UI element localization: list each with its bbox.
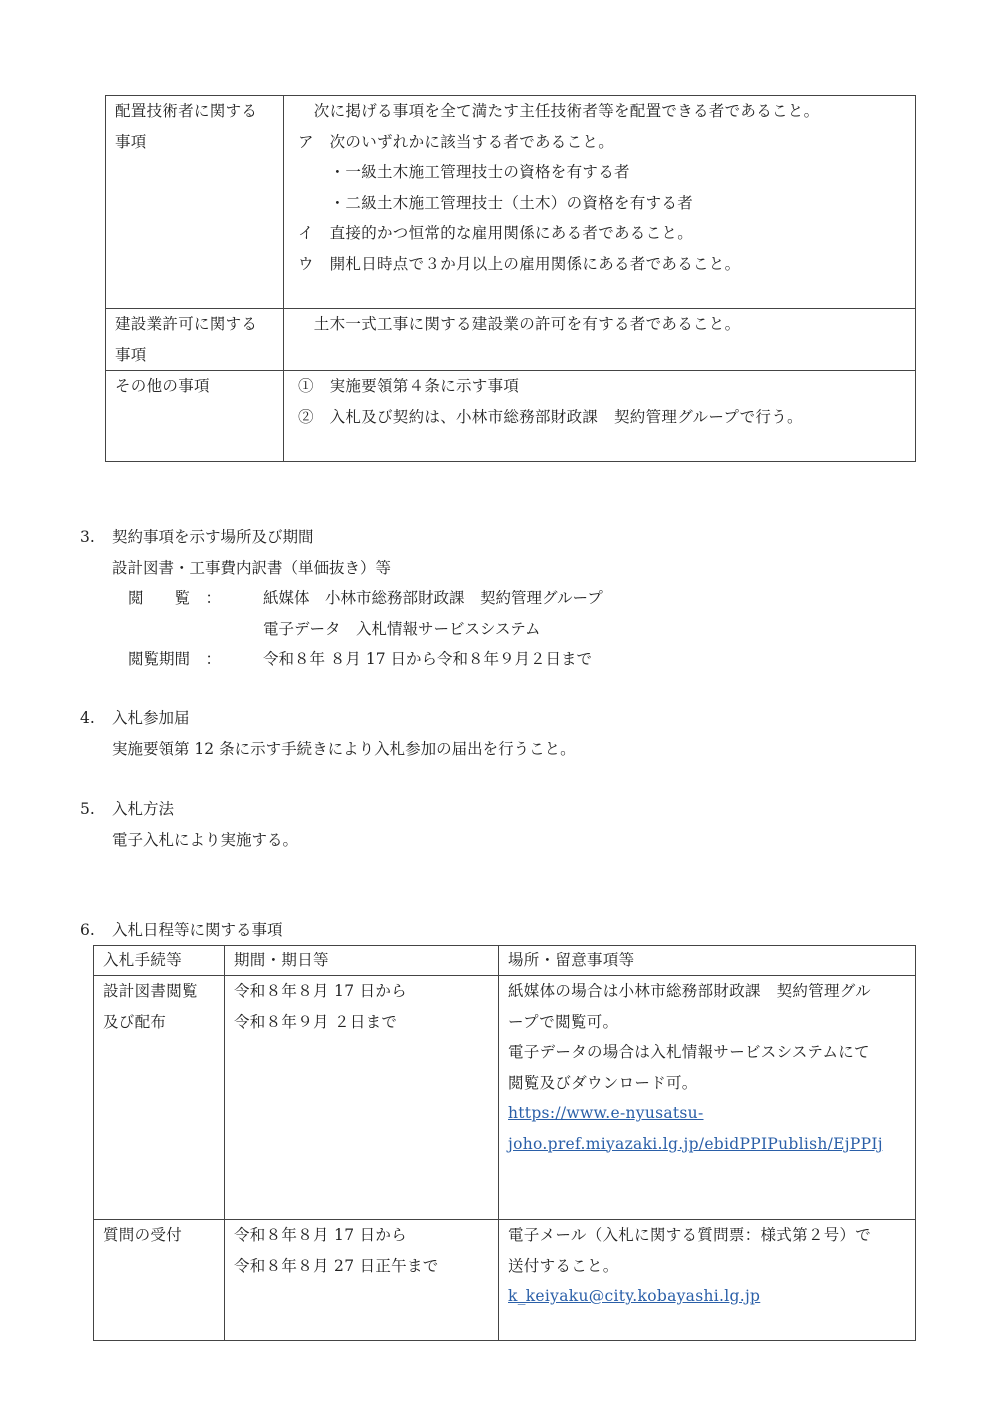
column-header: 期間・期日等 bbox=[225, 946, 499, 976]
url-link[interactable]: https://www.e-nyusatsu- bbox=[508, 1104, 704, 1122]
section-subtitle: 設計図書・工事費内訳書（単価抜き）等 bbox=[112, 558, 392, 577]
section-body: 実施要領第 12 条に示す手続きにより入札参加の届出を行うこと。 bbox=[112, 739, 576, 758]
section-number: 4. bbox=[80, 709, 95, 727]
notes-cell: 電子メール（入札に関する質問票：様式第２号）で 送付すること。 k_keiyaku@city.kobayashi.lg.jp bbox=[499, 1220, 916, 1341]
column-header: 場所・留意事項等 bbox=[499, 946, 916, 976]
table-row bbox=[106, 371, 916, 462]
url-link[interactable]: joho.pref.miyazaki.lg.jp/ebidPPIPublish/EjPPIj bbox=[508, 1134, 883, 1153]
period-cell: 令和８年８月 17 日から 令和８年９月 ２日まで bbox=[225, 976, 499, 1220]
section-4 bbox=[80, 703, 940, 764]
table-row bbox=[94, 976, 916, 1220]
requirements-table bbox=[105, 95, 916, 462]
view-line-1: 紙媒体 小林市総務部財政課 契約管理グループ bbox=[263, 589, 603, 607]
email-link[interactable]: k_keiyaku@city.kobayashi.lg.jp bbox=[508, 1287, 761, 1305]
view-label: 閲 覧 ： bbox=[128, 589, 222, 607]
section-5 bbox=[80, 794, 940, 855]
section-number: 5. bbox=[80, 800, 95, 818]
section-3 bbox=[80, 522, 940, 675]
table-row bbox=[106, 96, 916, 309]
table-row bbox=[94, 1220, 916, 1341]
section-number: 3. bbox=[80, 528, 95, 546]
row-label: 建設業許可に関する 事項 bbox=[106, 309, 284, 371]
period-value: 令和８年 ８月 17 日から令和８年９月２日まで bbox=[263, 650, 593, 668]
period-label: 閲覧期間 ： bbox=[128, 650, 222, 668]
column-header: 入札手続等 bbox=[94, 946, 225, 976]
row-label: 配置技術者に関する 事項 bbox=[106, 96, 284, 309]
table-header-row bbox=[94, 946, 916, 976]
procedure-cell: 設計図書閲覧 及び配布 bbox=[94, 976, 225, 1220]
row-content: 次に掲げる事項を全て満たす主任技術者等を配置できる者であること。 ア 次のいずれかに該当する者であること。 ・一級土木施工管理技士の資格を有する者 ・二級土木施工管理技士（土木）の資格を有する者 イ 直接的かつ恒常的な雇用関係にある者であること。 ウ 開札日時点で３か月以上の雇用関係にある者であること。 bbox=[284, 96, 916, 309]
view-line-2: 電子データ 入札情報サービスシステム bbox=[263, 619, 541, 638]
section-title: 契約事項を示す場所及び期間 bbox=[112, 528, 314, 546]
period-cell: 令和８年８月 17 日から 令和８年８月 27 日正午まで bbox=[225, 1220, 499, 1341]
row-content: ① 実施要領第４条に示す事項 ② 入札及び契約は、小林市総務部財政課 契約管理グループで行う。 bbox=[284, 371, 916, 462]
procedure-cell: 質問の受付 bbox=[94, 1220, 225, 1341]
row-label: その他の事項 bbox=[106, 371, 284, 462]
section-title: 入札日程等に関する事項 bbox=[112, 921, 283, 939]
section-number: 6. bbox=[80, 921, 95, 939]
section-title: 入札方法 bbox=[112, 800, 175, 818]
section-title: 入札参加届 bbox=[112, 709, 190, 727]
table-row bbox=[106, 309, 916, 371]
notes-cell: 紙媒体の場合は小林市総務部財政課 契約管理グル ープで閲覧可。 電子データの場合は入札情報サービスシステムにて 閲覧及びダウンロード可。 https://www.e-nyusatsu- joho.pref.miyazaki.lg.jp/ebidPPIPublish/EjPPIj bbox=[499, 976, 916, 1220]
schedule-table bbox=[93, 945, 916, 1341]
section-6-heading bbox=[80, 915, 940, 946]
section-body: 電子入札により実施する。 bbox=[112, 830, 299, 849]
row-content: 土木一式工事に関する建設業の許可を有する者であること。 bbox=[284, 309, 916, 371]
